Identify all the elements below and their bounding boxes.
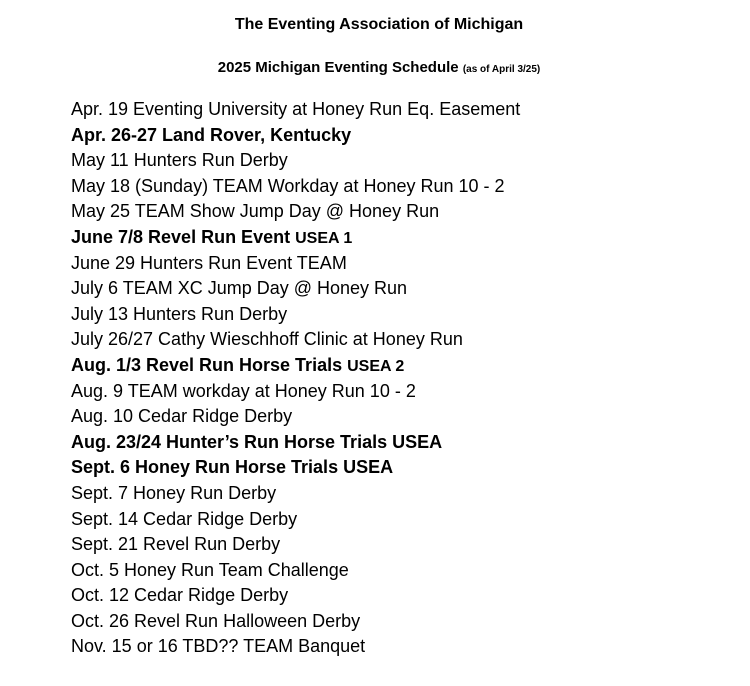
schedule-item [71, 583, 520, 609]
schedule-item-text: July 26/27 Cathy Wieschhoff Clinic at Honey Run [71, 329, 463, 350]
schedule-heading-text: 2025 Michigan Eventing Schedule [217, 59, 459, 76]
schedule-item-usea-level: USEA 2 [347, 357, 405, 375]
schedule-item [71, 276, 520, 302]
schedule-item [71, 404, 520, 430]
schedule-item [71, 455, 520, 481]
schedule-item [71, 199, 520, 225]
schedule-item-text: June 7/8 Revel Run Event [71, 226, 291, 247]
schedule-heading [0, 58, 750, 80]
schedule-item [71, 609, 520, 635]
schedule-item-text: May 18 (Sunday) TEAM Workday at Honey Run 10 - 2 [71, 175, 505, 196]
schedule-item-text: July 13 Hunters Run Derby [71, 303, 288, 324]
schedule-item [71, 97, 520, 123]
schedule-item-text: Oct. 12 Cedar Ridge Derby [71, 585, 289, 606]
schedule-date-note: (as of April 3/25) [462, 64, 541, 75]
schedule-item-text: May 25 TEAM Show Jump Day @ Honey Run [71, 201, 440, 222]
event-schedule-list [71, 97, 520, 660]
schedule-item-text: Oct. 26 Revel Run Halloween Derby [71, 610, 361, 631]
schedule-item-text: Apr. 26-27 Land Rover, Kentucky [71, 124, 352, 145]
schedule-item-text: Aug. 23/24 Hunter’s Run Horse Trials USEA [71, 431, 443, 452]
schedule-item [71, 148, 520, 174]
schedule-item-text: May 11 Hunters Run Derby [71, 150, 288, 171]
schedule-item [71, 327, 520, 353]
schedule-item-usea-level: USEA 1 [295, 229, 353, 247]
schedule-item [71, 174, 520, 200]
schedule-item-text: Sept. 6 Honey Run Horse Trials USEA [71, 457, 394, 478]
schedule-item-text: Aug. 1/3 Revel Run Horse Trials [71, 354, 343, 375]
schedule-item-text: Aug. 10 Cedar Ridge Derby [71, 406, 293, 427]
schedule-item [71, 430, 520, 456]
schedule-item [71, 379, 520, 405]
schedule-item [71, 123, 520, 149]
schedule-item [71, 481, 520, 507]
schedule-item-text: Sept. 7 Honey Run Derby [71, 482, 277, 503]
schedule-item [71, 507, 520, 533]
schedule-item [71, 532, 520, 558]
schedule-item-text: Aug. 9 TEAM workday at Honey Run 10 - 2 [71, 380, 416, 401]
document-title: The Eventing Association of Michigan [234, 16, 524, 33]
schedule-item [71, 634, 520, 660]
schedule-item-text: Sept. 21 Revel Run Derby [71, 534, 281, 555]
schedule-item-text: Sept. 14 Cedar Ridge Derby [71, 508, 298, 529]
schedule-item [71, 225, 520, 251]
schedule-item-text: Apr. 19 Eventing University at Honey Run Eq. Easement [71, 99, 521, 119]
schedule-item-text: Nov. 15 or 16 TBD?? TEAM Banquet [71, 636, 366, 657]
schedule-item [71, 251, 520, 277]
schedule-item [71, 302, 520, 328]
schedule-item-text: July 6 TEAM XC Jump Day @ Honey Run [71, 278, 408, 299]
schedule-item-text: Oct. 5 Honey Run Team Challenge [71, 559, 349, 580]
schedule-item-text: June 29 Hunters Run Event TEAM [71, 252, 347, 273]
schedule-item [71, 353, 520, 379]
schedule-item [71, 558, 520, 584]
